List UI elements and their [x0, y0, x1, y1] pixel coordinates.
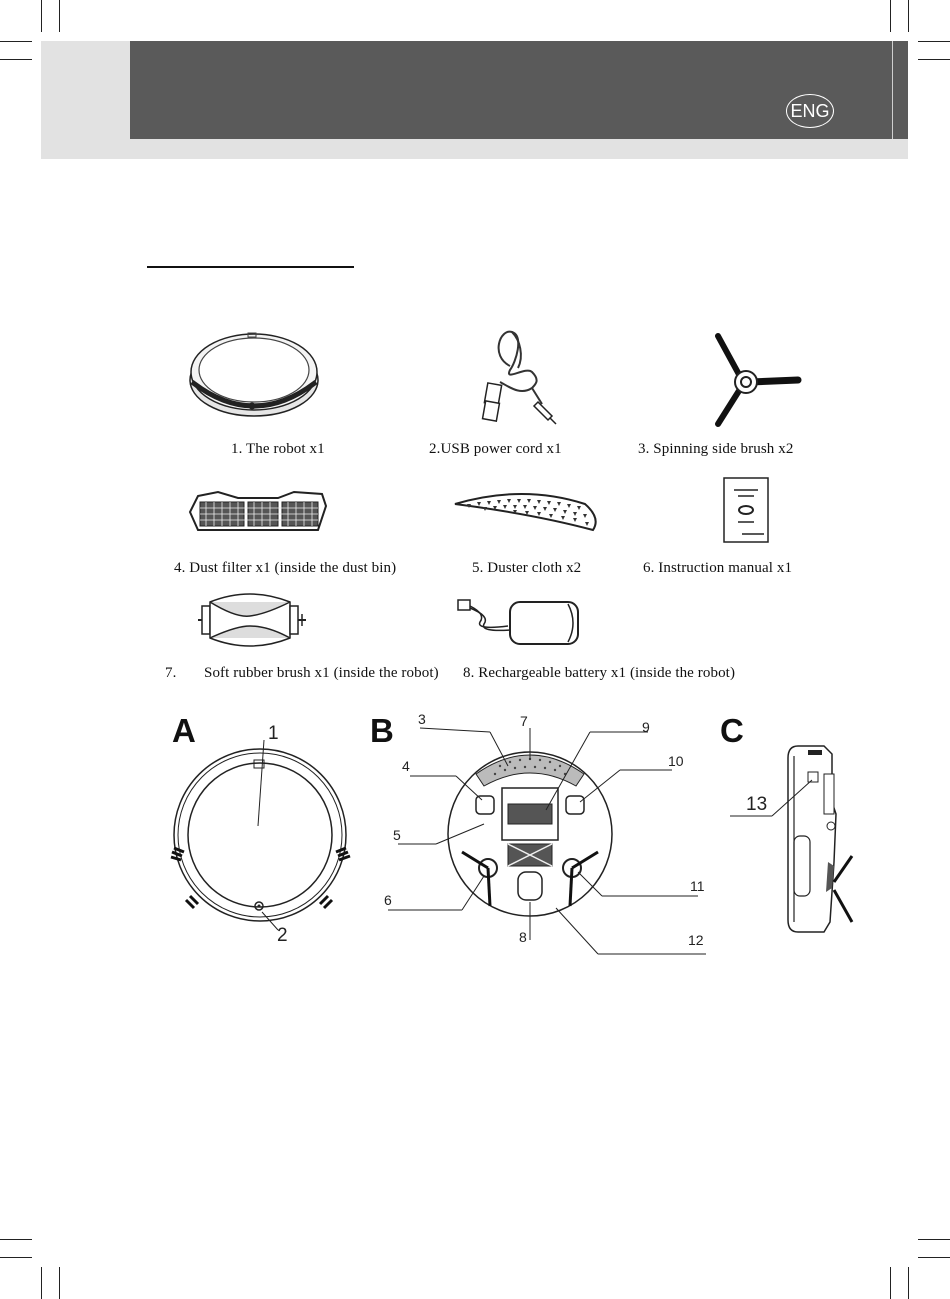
- robot-side-view-diagram: [728, 742, 858, 938]
- callout-number: 7: [520, 713, 528, 729]
- side-brush-icon: [712, 334, 804, 430]
- robot-vacuum-icon: [188, 330, 320, 420]
- crop-mark: [890, 0, 891, 32]
- item-caption: 8. Rechargeable battery x1 (inside the robot): [463, 665, 736, 681]
- callout-number: 1: [268, 723, 279, 744]
- crop-mark: [918, 41, 950, 42]
- callout-number: 3: [418, 711, 426, 727]
- crop-mark: [41, 1267, 42, 1299]
- diagram-letter: A: [172, 712, 196, 749]
- callout-number: 5: [393, 827, 401, 843]
- callout-number: 12: [688, 932, 704, 948]
- item-caption: Soft rubber brush x1 (inside the robot): [204, 665, 439, 681]
- header-band-dark: [130, 41, 908, 139]
- item-caption-number: 7.: [165, 665, 177, 681]
- rubber-brush-icon: [196, 592, 308, 648]
- crop-mark: [908, 0, 909, 32]
- item-caption: 2.USB power cord x1: [429, 441, 562, 457]
- callout-number: 2: [277, 925, 288, 946]
- usb-cable-icon: [480, 326, 560, 426]
- manual-icon: [722, 476, 772, 544]
- battery-icon: [456, 596, 582, 648]
- callout-number: 10: [668, 753, 684, 769]
- crop-mark: [0, 59, 32, 60]
- callout-number: 8: [519, 929, 527, 945]
- section-title-rule: [147, 266, 354, 268]
- language-badge: ENG: [786, 94, 834, 128]
- item-caption: 5. Duster cloth x2: [472, 560, 582, 576]
- header-tick: [892, 41, 893, 139]
- crop-mark: [59, 0, 60, 32]
- callout-number: 13: [746, 794, 768, 815]
- item-caption: 3. Spinning side brush x2: [638, 441, 794, 457]
- crop-mark: [908, 1267, 909, 1299]
- robot-bottom-view-diagram: [380, 720, 710, 960]
- robot-top-view-diagram: [168, 740, 358, 930]
- crop-mark: [0, 41, 32, 42]
- item-caption: 1. The robot x1: [231, 441, 325, 457]
- crop-mark: [918, 1239, 950, 1240]
- crop-mark: [890, 1267, 891, 1299]
- crop-mark: [0, 1239, 32, 1240]
- crop-mark: [918, 1257, 950, 1258]
- callout-number: 9: [642, 719, 650, 735]
- crop-mark: [0, 1257, 32, 1258]
- duster-cloth-icon: [453, 490, 601, 536]
- callout-number: 4: [402, 758, 410, 774]
- crop-mark: [918, 59, 950, 60]
- item-caption: 6. Instruction manual x1: [643, 560, 793, 576]
- callout-number: 11: [690, 878, 705, 894]
- diagram-letter: B: [370, 712, 394, 749]
- item-caption: 4. Dust filter x1 (inside the dust bin): [174, 560, 397, 576]
- crop-mark: [59, 1267, 60, 1299]
- diagram-letter: C: [720, 712, 744, 749]
- dust-filter-icon: [188, 488, 328, 538]
- crop-mark: [41, 0, 42, 32]
- callout-number: 6: [384, 892, 392, 908]
